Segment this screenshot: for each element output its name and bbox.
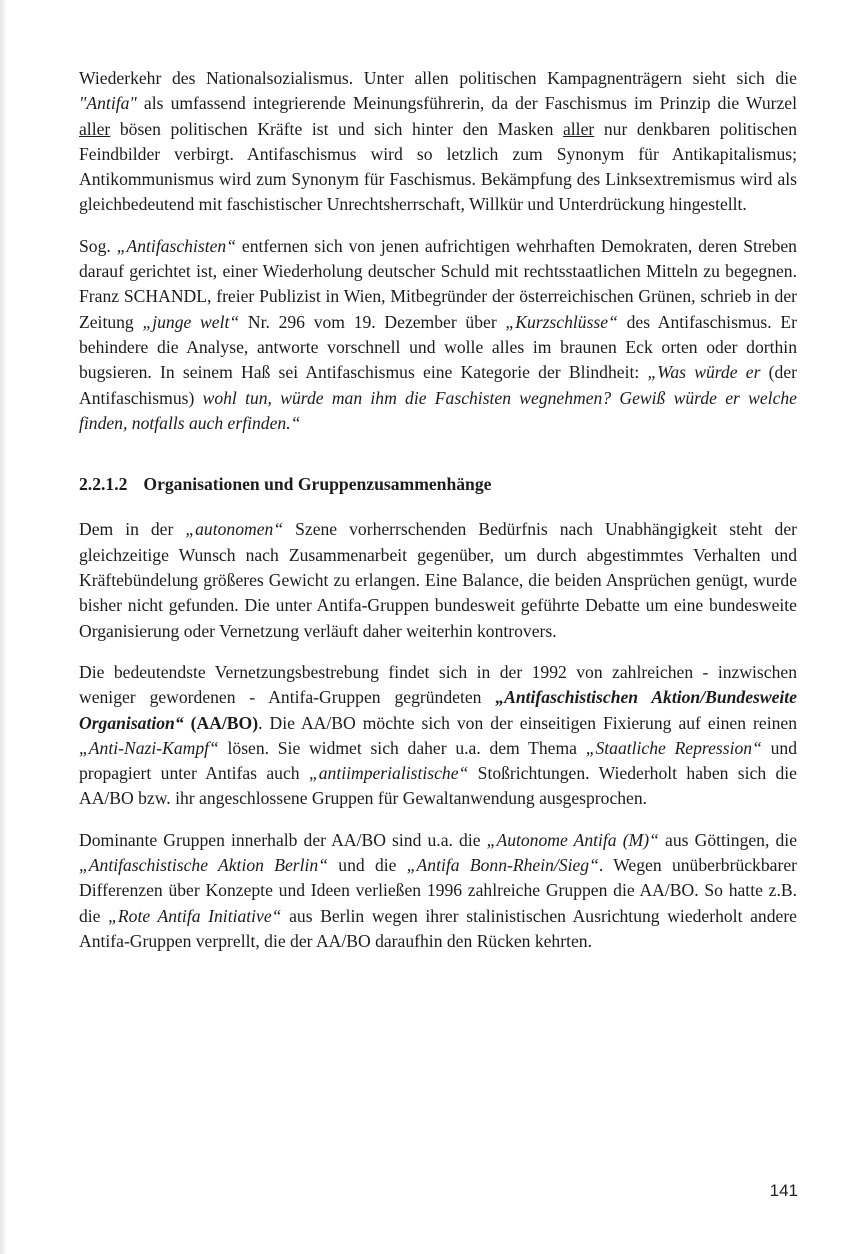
page-number: 141: [769, 1181, 798, 1200]
text: lösen. Sie widmet sich daher u.a. dem Thema: [218, 737, 586, 758]
text: Stoßrichtungen. Wiederholt haben sich die AA/BO bzw. ihr angeschlossene Gruppen für Gewaltanwendung ausgesprochen.: [79, 763, 797, 809]
text: aus Göttingen, die: [658, 829, 798, 850]
text: Sog.: [79, 235, 117, 256]
section-heading: [79, 472, 797, 497]
text: des Antifaschismus. Er behindere die Analyse, antworte vorschnell und wolle alles im braunen Eck orten oder dorthin bugsieren. In seinem Haß sei Antifaschismus eine Kategorie der Blindheit:: [79, 311, 797, 383]
text: Nr. 296 vom 19. Dezember über: [239, 311, 506, 332]
italic-term: „antiimperialistische“: [308, 763, 469, 784]
text: nur denkbaren politischen Feindbilder verbirgt. Antifaschismus wird so letzlich zum Synonym für Antikapitalismus; Antikommunismus wird zum Synonym für Faschismus. Bekämpfung des Linksextremismus wird als gleichbedeutend mit faschistischer Unrechtsherrschaft, Willkür und Unterdrückung hingestellt.: [79, 118, 797, 215]
text: als umfassend integrierende Meinungsführerin, da der Faschismus im Prinzip die Wurzel: [136, 93, 797, 114]
text: und propagiert unter Antifas auch: [79, 737, 798, 784]
italic-term: „Rote Antifa Initiative“: [108, 905, 282, 926]
italic-term: „Antifaschisten“: [116, 235, 236, 256]
text: . Wegen unüberbrückbarer Differenzen über Konzepte und Ideen verließen 1996 zahlreiche Gruppen die AA/BO. So hatte z.B. die: [79, 855, 797, 926]
text: entfernen sich von jenen aufrichtigen wehrhaften Demokraten, deren Streben darauf gerichtet ist, einer Wiederholung deutscher Schuld mit rechtsstaatlichen Mitteln zu begegnen. Franz SCHANDL, freier Publizist in Wien, Mitbegründer der österreichischen Grünen, schrieb in der Zeitung: [79, 235, 797, 332]
italic-term: "Antifa": [79, 93, 137, 114]
text: Dominante Gruppen innerhalb der AA/BO sind u.a. die: [79, 829, 487, 850]
text: Szene vorherrschenden Bedürfnis nach Unabhängigkeit steht der gleichzeitige Wunsch nach Zusammenarbeit gegenüber, um durch abgestimmtes Verhalten und Kräftebündelung größeres Gewicht zu erlangen. Eine Balance, die beiden Ansprüchen genügt, wurde bisher nicht gefunden. Die unter Antifa-Gruppen bundesweit geführte Debatte um eine bundesweite Organisierung oder Vernetzung verläuft daher weiterhin kontrovers.: [79, 519, 798, 641]
italic-term: „Anti-Nazi-Kampf“: [79, 737, 219, 758]
text: Dem in der: [79, 519, 186, 540]
paragraph-1: [79, 66, 797, 218]
section-title: Organisationen und Gruppenzusammenhänge: [143, 474, 492, 495]
paragraph-4: [79, 660, 797, 812]
text: (der Antifaschismus): [79, 362, 797, 408]
paragraph-3: [79, 517, 797, 643]
italic-quote: wohl tun, würde man ihm die Faschisten wegnehmen? Gewiß würde er welche finden, notfalls auch erfinden.“: [79, 387, 797, 433]
text: Die bedeutendste Vernetzungsbestrebung findet sich in der 1992 von zahlreichen - inzwischen weniger gewordenen - Antifa-Gruppen gegründeten: [79, 661, 797, 708]
italic-term: „junge welt“: [142, 311, 240, 332]
underlined-word: aller: [79, 118, 111, 139]
paragraph-2: [79, 234, 797, 436]
text: Wiederkehr des Nationalsozialismus. Unter allen politischen Kampagnenträgern sieht sich die: [79, 68, 797, 88]
text: . Die AA/BO möchte sich von der einseitigen Fixierung auf einen reinen: [258, 712, 798, 733]
text: aus Berlin wegen ihrer stalinistischen Ausrichtung wiederholt andere Antifa-Gruppen verprellt, die der AA/BO daraufhin den Rücken kehrten.: [79, 905, 797, 951]
italic-term: „Antifaschistische Aktion Berlin“: [79, 855, 328, 876]
text: bösen politischen Kräfte ist und sich hinter den Masken: [110, 118, 563, 139]
italic-term: „autonomen“: [185, 519, 284, 540]
italic-term: „Kurzschlüsse“: [505, 311, 618, 332]
bold-abbreviation: (AA/BO): [183, 712, 259, 733]
page-edge: [0, 0, 6, 1254]
italic-term: „Autonome Antifa (M)“: [486, 829, 659, 850]
italic-term: „Antifa Bonn-Rhein/Sieg“: [406, 855, 599, 876]
italic-quote: „Was würde er: [647, 362, 761, 383]
section-number: 2.2.1.2: [79, 474, 128, 495]
underlined-word: aller: [562, 118, 595, 139]
italic-term: „Staatliche Repression“: [585, 737, 762, 758]
document-body: [79, 66, 797, 954]
text: und die: [327, 855, 407, 876]
bold-italic-term: „Antifaschistischen Aktion/Bundesweite Organisation“: [79, 687, 797, 733]
paragraph-5: [79, 828, 797, 954]
